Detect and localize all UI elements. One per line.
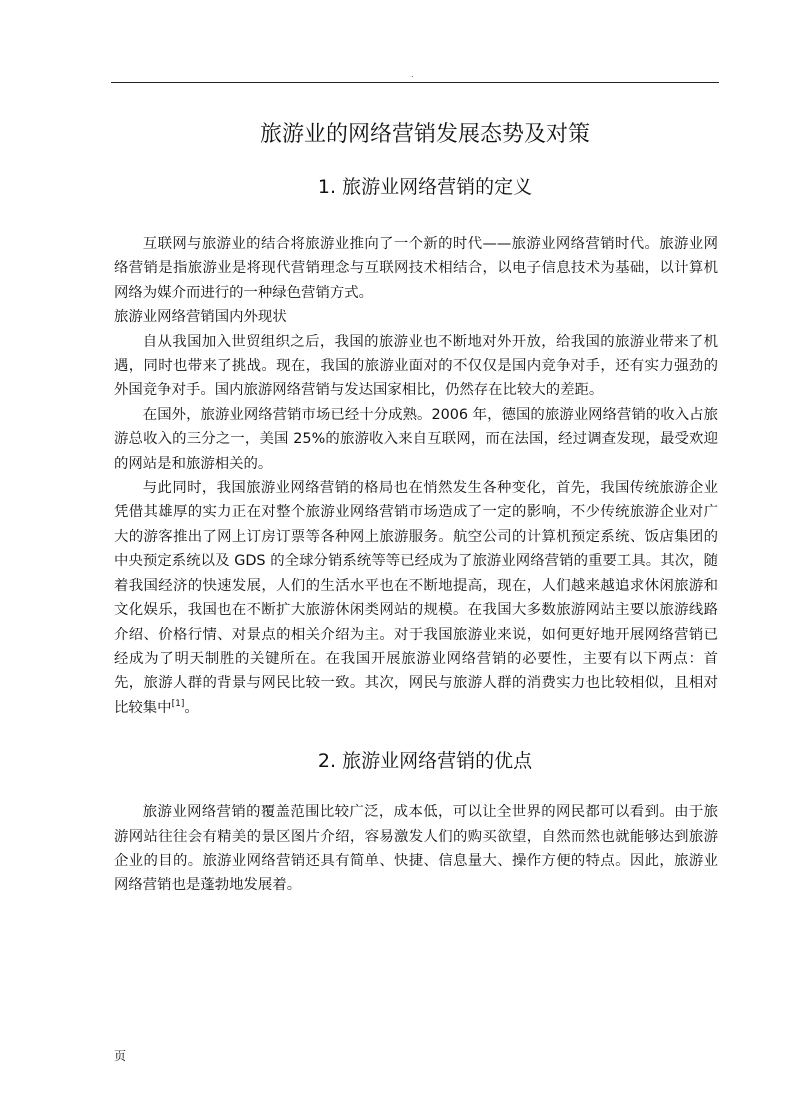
citation-reference: [1] xyxy=(171,698,185,709)
document-title: 旅游业的网络营销发展态势及对策 xyxy=(259,122,590,147)
section-heading-2: 2. 旅游业网络营销的优点 xyxy=(317,750,533,773)
subheading-status: 旅游业网络营销国内外现状 xyxy=(114,309,287,326)
header-mark: . xyxy=(411,70,414,79)
page-footer: 页 xyxy=(114,1049,127,1063)
advantages-paragraph: 旅游业网络营销的覆盖范围比较广泛，成本低，可以让全世界的网民都可以看到。由于旅游网站往往会有精美的景区图片介绍，容易激发人们的购买欲望，自然而然也就能够达到旅游企业的目的。旅游业网络营销还具有简单、快捷、信息量大、操作方便的特点。因此，旅游业网络营销也是蓬勃地发展着。 xyxy=(114,804,718,894)
domestic-status-paragraph: 自从我国加入世贸组织之后，我国的旅游业也不断地对外开放，给我国的旅游业带来了机遇，同时也带来了挑战。现在，我国的旅游业面对的不仅仅是国内竞争对手，还有实力强劲的外国竞争对手。国内旅游网络营销与发达国家相比，仍然存在比较大的差距。 xyxy=(114,333,718,399)
paragraph-end-mark: 。 xyxy=(184,699,199,716)
market-changes-paragraph xyxy=(114,476,718,720)
definition-paragraph: 互联网与旅游业的结合将旅游业推向了一个新的时代——旅游业网络营销时代。旅游业网络营销是指旅游业是将现代营销理念与互联网技术相结合，以电子信息技术为基础，以计算机网络为媒介而进行的一种绿色营销方式。 xyxy=(114,236,718,301)
foreign-status-paragraph: 在国外，旅游业网络营销市场已经十分成熟。2006 年，德国的旅游业网络营销的收入占旅游总收入的三分之一，美国 25%的旅游收入来自互联网，而在法国，经过调查发现，最受欢迎的网站是和旅游相关的。 xyxy=(114,406,718,472)
market-changes-text: 与此同时，我国旅游业网络营销的格局也在悄然发生各种变化，首先，我国传统旅游企业凭借其雄厚的实力正在对整个旅游业网络营销市场造成了一定的影响，不少传统旅游企业对广大的游客推出了网上订房订票等各种网上旅游服务。航空公司的计算机预定系统、饭店集团的中央预定系统以及 GDS 的全球分销系统等等已经成为了旅游业网络营销的重要工具。其次，随着我国经济的快速发展，人们的生活水平也在不断地提高，现在，人们越来越追求休闲旅游和文化娱乐，我国也在不断扩大旅游休闲类网站的规模。在我国大多数旅游网站主要以旅游线路介绍、价格行情、对景点的相关介绍为主。对于我国旅游业来说，如何更好地开展网络营销已经成为了明天制胜的关键所在。在我国开展旅游业网络营销的必要性，主要有以下两点：首先，旅游人群的背景与网民比较一致。其次，网民与旅游人群的消费实力也比较相似，且相对比较集中 xyxy=(114,480,718,716)
section-heading-1: 1. 旅游业网络营销的定义 xyxy=(317,176,533,198)
header-rule xyxy=(111,82,719,83)
document-body xyxy=(114,118,718,898)
